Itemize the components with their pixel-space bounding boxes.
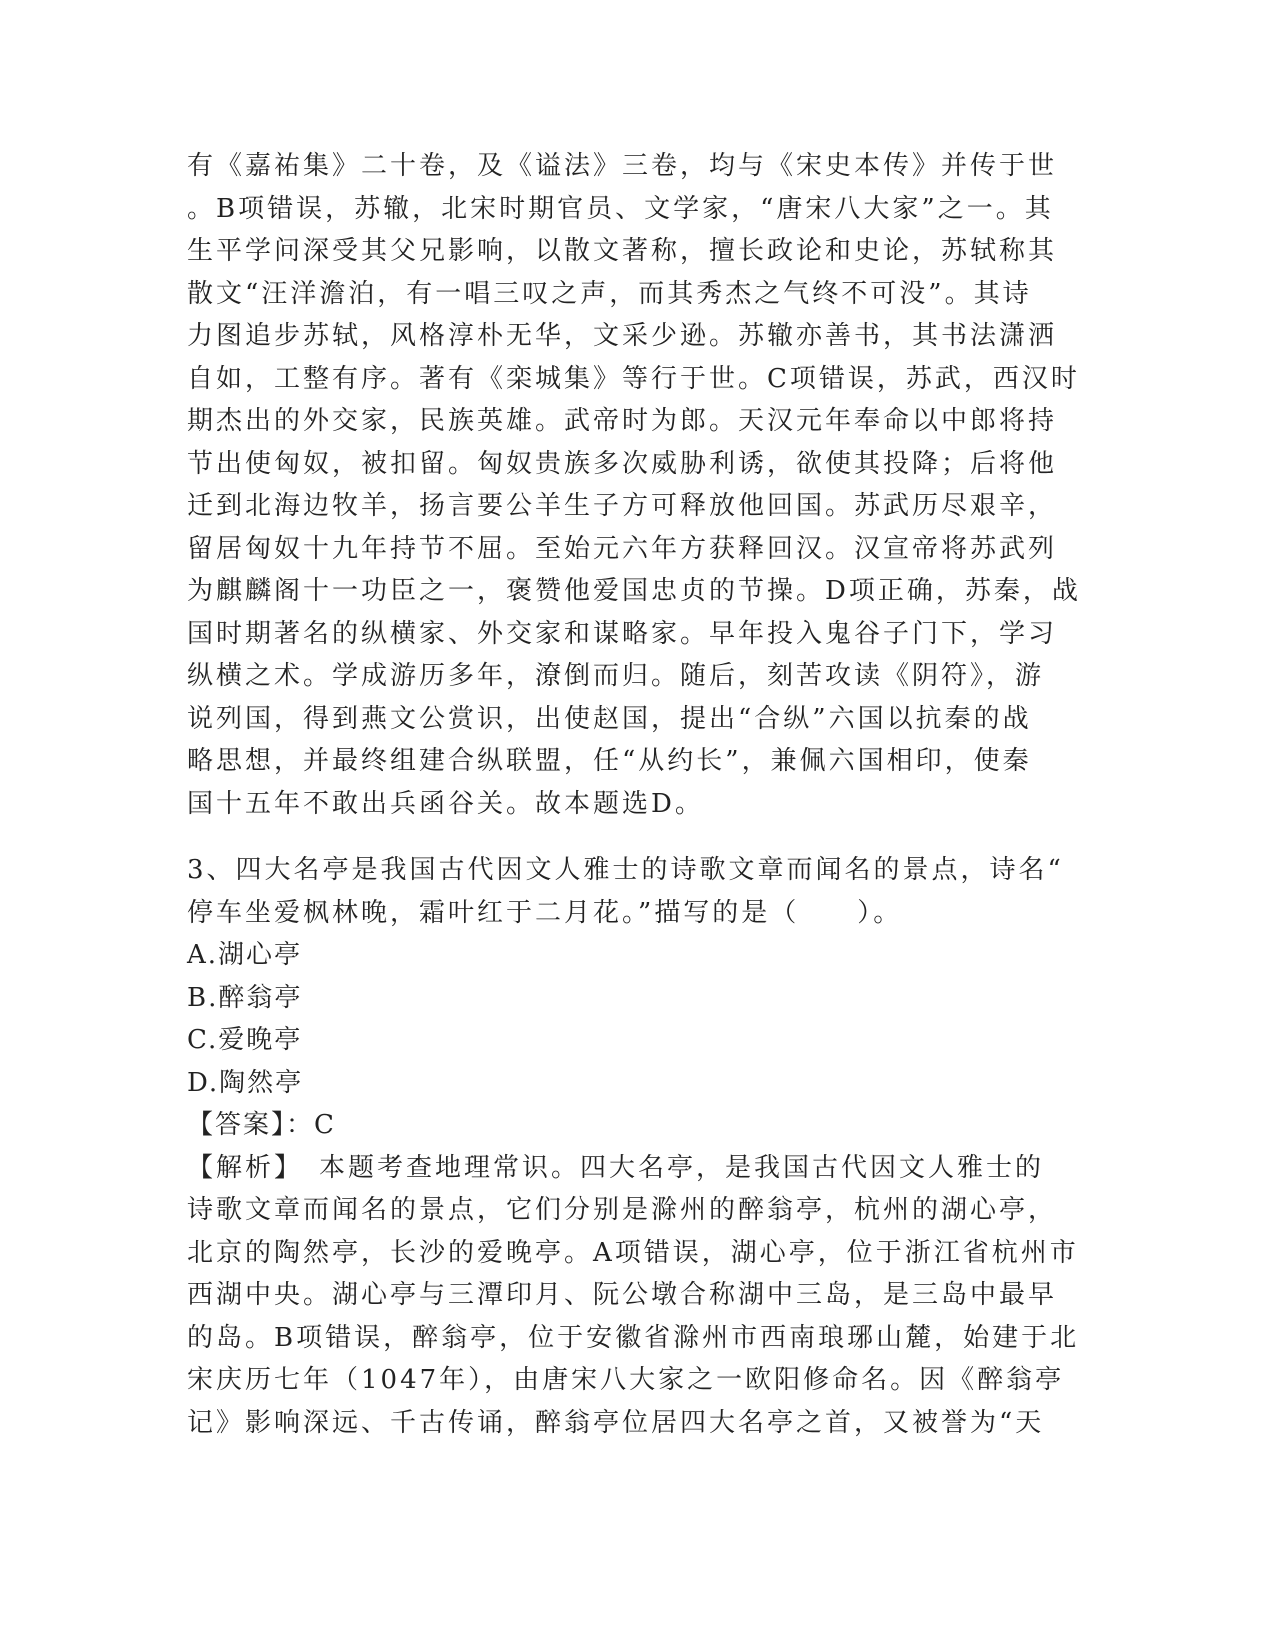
text-line: 说列国，得到燕文公赏识，出使赵国，提出“合纵”六国以抗秦的战 [187,703,1032,734]
analysis-line: 诗歌文章而闻名的景点，它们分别是滁州的醉翁亭，杭州的湖心亭， [187,1195,1058,1225]
analysis-line: 【解析】 本题考查地理常识。四大名亭，是我国古代因文人雅士的 [187,1152,1045,1183]
question-stem-line: 停车坐爱枫林晚，霜叶红于二月花。”描写的是（ ）。 [187,897,903,928]
option-c: C.爱晚亭 [187,1025,303,1055]
text-line: 有《嘉祐集》二十卷，及《谥法》三卷，均与《宋史本传》并传于世 [187,151,1058,181]
text-line: 力图追步苏轼，风格淳朴无华，文采少逊。苏辙亦善书，其书法潇洒 [187,321,1058,351]
option-d: D.陶然亭 [187,1067,304,1098]
analysis-line: 的岛。B项错误，醉翁亭，位于安徽省滁州市西南琅琊山麓，始建于北 [187,1322,1080,1353]
text-line: 迁到北海边牧羊，扬言要公羊生子方可释放他回国。苏武历尽艰辛， [187,491,1058,521]
text-line: 散文“汪洋澹泊，有一唱三叹之声，而其秀杰之气终不可没”。其诗 [187,278,1032,309]
text-line: 生平学问深受其父兄影响，以散文著称，擅长政论和史论，苏轼称其 [187,236,1058,266]
text-line: 国时期著名的纵横家、外交家和谋略家。早年投入鬼谷子门下，学习 [187,618,1058,649]
analysis-line: 西湖中央。湖心亭与三潭印月、阮公墩合称湖中三岛，是三岛中最早 [187,1280,1058,1310]
text-line: 自如，工整有序。著有《栾城集》等行于世。C项错误，苏武，西汉时 [187,363,1080,394]
analysis-line: 宋庆历七年（1047年），由唐宋八大家之一欧阳修命名。因《醉翁亭 [187,1365,1065,1395]
text-line: 期杰出的外交家，民族英雄。武帝时为郎。天汉元年奉命以中郎将持 [187,406,1058,436]
answer-line: 【答案】：C [187,1110,336,1140]
text-line: 国十五年不敢出兵函谷关。故本题选D。 [187,788,704,819]
option-b: B.醉翁亭 [187,982,303,1013]
text-line: 节出使匈奴，被扣留。匈奴贵族多次威胁利诱，欲使其投降；后将他 [187,448,1058,479]
text-line: 纵横之术。学成游历多年，潦倒而归。随后，刻苦攻读《阴符》，游 [187,661,1045,691]
question-stem-line: 3、四大名亭是我国古代因文人雅士的诗歌文章而闻名的景点，诗名“ [187,855,1064,885]
text-line: 。B项错误，苏辙，北宋时期官员、文学家，“唐宋八大家”之一。其 [187,193,1054,224]
paragraph-gap [187,825,1087,849]
question-block [187,849,1087,1444]
text-line: 略思想，并最终组建合纵联盟，任“从约长”，兼佩六国相印，使秦 [187,746,1032,776]
option-a: A.湖心亭 [187,940,303,970]
text-line: 为麒麟阁十一功臣之一，褒赞他爱国忠贞的节操。D项正确，苏秦，战 [187,576,1081,606]
text-line: 留居匈奴十九年持节不屈。至始元六年方获释回汉。汉宣帝将苏武列 [187,533,1058,564]
page-content [187,145,1087,1444]
previous-analysis-block [187,145,1087,825]
analysis-line: 记》影响深远、千古传诵，醉翁亭位居四大名亭之首，又被誉为“天 [187,1407,1045,1438]
analysis-line: 北京的陶然亭，长沙的爱晚亭。A项错误，湖心亭，位于浙江省杭州市 [187,1237,1079,1268]
